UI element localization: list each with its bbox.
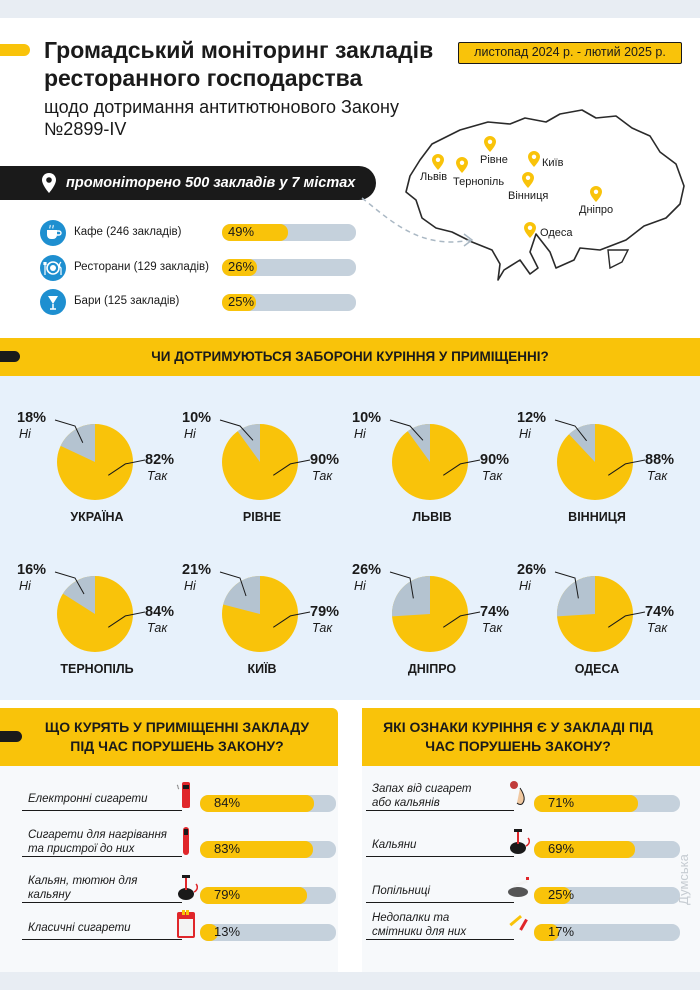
- item-underline: [22, 810, 182, 811]
- pie-city-label: КИЇВ: [247, 662, 277, 676]
- map-pin-icon: [590, 186, 602, 202]
- map-city-label: Львів: [420, 171, 448, 183]
- bar-track: [534, 795, 680, 812]
- map-city-label: Дніпро: [579, 204, 614, 216]
- map-pin-icon: [484, 136, 496, 152]
- pie-no-text: Ні: [184, 579, 196, 593]
- map-pin-icon: [528, 151, 540, 167]
- bar-track: [534, 887, 680, 904]
- pie-city-label: ВІННИЦЯ: [568, 510, 626, 524]
- cigarette-pack-icon: [174, 909, 198, 939]
- restaurant-plate-icon: [40, 255, 66, 281]
- pie-no-value: 16%: [17, 562, 47, 578]
- title-accent-mark: [0, 44, 30, 56]
- item-underline: [366, 939, 514, 940]
- category-bar: [222, 224, 356, 241]
- pie-yes-value: 82%: [145, 452, 175, 468]
- page-subtitle: щодо дотримання антитютюнового Закону №2899-IV: [44, 97, 399, 139]
- cigarette-butts-icon: [506, 909, 530, 939]
- top-strip: [0, 0, 700, 18]
- item-label-line2: та пристрої до них: [28, 843, 135, 855]
- pie-no-text: Ні: [519, 579, 531, 593]
- item-underline: [22, 902, 182, 903]
- pie-yes-text: Так: [647, 621, 668, 635]
- pie-yes-value: 88%: [645, 452, 675, 468]
- pie-yes-text: Так: [647, 469, 668, 483]
- bar-value: 84%: [214, 795, 241, 810]
- bar-value: 17%: [548, 924, 575, 939]
- pie-leader-yes: [273, 612, 310, 627]
- cocktail-glass-icon: [40, 289, 66, 315]
- pie-city-label: ЛЬВІВ: [412, 510, 452, 524]
- bar-track: [200, 887, 336, 904]
- category-bar-value: 26%: [228, 259, 255, 274]
- pie-leader-yes: [608, 612, 645, 627]
- pie-yes-text: Так: [482, 469, 503, 483]
- right-section-header: [362, 708, 700, 766]
- item-label: Електронні сигарети: [28, 793, 148, 805]
- bar-value: 71%: [548, 795, 575, 810]
- section-accent-mark: [0, 731, 22, 742]
- pie-yes-text: Так: [147, 469, 168, 483]
- pie-no-value: 12%: [517, 410, 547, 426]
- pie-leader-no: [55, 572, 84, 594]
- category-bar: [222, 294, 356, 311]
- pie-city-label: ДНІПРО: [407, 662, 457, 676]
- left-section-header: [0, 708, 338, 766]
- map-pin-icon: [456, 157, 468, 173]
- map-pin-icon: [524, 222, 536, 238]
- hookah-icon: [506, 826, 530, 856]
- pie-leader-no: [220, 420, 253, 440]
- ashtray-icon: [506, 872, 530, 902]
- pie-leader-yes: [273, 460, 310, 475]
- pie-yes-value: 79%: [310, 604, 340, 620]
- pie-no-text: Ні: [184, 427, 196, 441]
- pie-yes-text: Так: [312, 621, 333, 635]
- pie-city-label: ОДЕСА: [574, 662, 620, 676]
- category-bar-value: 25%: [228, 294, 255, 309]
- pie-yes-value: 74%: [480, 604, 510, 620]
- bar-track: [534, 924, 680, 941]
- bar-track: [200, 841, 336, 858]
- pie-no-value: 10%: [352, 410, 382, 426]
- watermark: Думська: [676, 854, 691, 905]
- pie-leader-no: [55, 420, 83, 443]
- pie-yes-text: Так: [147, 621, 168, 635]
- pie-leader-no: [555, 572, 578, 598]
- pie-no-text: Ні: [19, 579, 31, 593]
- hookah-icon: [174, 872, 198, 902]
- item-label: Кальяни: [372, 839, 417, 851]
- pie-leader-yes: [608, 460, 645, 475]
- nose-smell-icon: [506, 780, 530, 810]
- item-underline: [366, 902, 514, 903]
- pie-city-label: РІВНЕ: [242, 510, 282, 524]
- item-label-line2: смітники для них: [372, 926, 467, 938]
- pie-yes-text: Так: [482, 621, 503, 635]
- bar-value: 79%: [214, 887, 241, 902]
- pie-leader-yes: [108, 460, 145, 475]
- category-label: Ресторани (129 закладів): [74, 261, 209, 273]
- right-section-title: ЯКІ ОЗНАКИ КУРІННЯ Є У ЗАКЛАДІ ПІД ЧАС ПОРУШЕНЬ ЗАКОНУ?: [383, 719, 653, 754]
- pie-leader-no: [555, 420, 587, 441]
- item-underline: [366, 856, 514, 857]
- pie-yes-value: 90%: [480, 452, 510, 468]
- pie-leader-yes: [443, 460, 480, 475]
- bar-value: 25%: [548, 887, 575, 902]
- page-title: Громадський моніторинг закладів ресторанного господарства: [44, 37, 434, 91]
- pie-no-text: Ні: [354, 579, 366, 593]
- item-underline: [366, 810, 514, 811]
- pie-yes-text: Так: [312, 469, 333, 483]
- map-city-label: Київ: [542, 157, 564, 169]
- pie-no-text: Ні: [19, 427, 31, 441]
- pie-leader-yes: [443, 612, 480, 627]
- map-city-label: Вінниця: [508, 190, 549, 202]
- banner-text: промоніторено 500 закладів у 7 містах: [66, 175, 356, 191]
- pie-leader-yes: [108, 612, 145, 627]
- bottom-strip: [0, 972, 700, 990]
- pie-city-label: ТЕРНОПІЛЬ: [60, 662, 134, 676]
- pie-no-value: 18%: [17, 410, 47, 426]
- bar-value: 83%: [214, 841, 241, 856]
- map-city-label: Тернопіль: [453, 176, 505, 188]
- section-title: ЧИ ДОТРИМУЮТЬСЯ ЗАБОРОНИ КУРІННЯ У ПРИМІЩЕННІ?: [151, 349, 549, 364]
- item-underline: [22, 856, 182, 857]
- bar-track: [534, 841, 680, 858]
- pie-no-text: Ні: [519, 427, 531, 441]
- item-label: Класичні сигарети: [28, 922, 131, 934]
- pie-city-label: УКРАЇНА: [70, 510, 124, 524]
- bar-track: [200, 795, 336, 812]
- pie-no-value: 26%: [517, 562, 547, 578]
- pie-leader-no: [390, 572, 413, 598]
- category-bar-value: 49%: [228, 224, 255, 239]
- bar-track: [200, 924, 336, 941]
- category-bar: [222, 259, 356, 276]
- pie-leader-no: [220, 572, 246, 596]
- item-underline: [22, 939, 182, 940]
- item-label: Недопалки та: [372, 912, 450, 924]
- pie-no-value: 10%: [182, 410, 212, 426]
- pie-no-value: 26%: [352, 562, 382, 578]
- map-city-label: Рівне: [480, 154, 508, 166]
- item-label: Сигарети для нагрівання: [28, 829, 167, 841]
- item-label-line2: кальяну: [28, 889, 71, 901]
- left-section-title: ЩО КУРЯТЬ У ПРИМІЩЕННІ ЗАКЛАДУ ПІД ЧАС ПОРУШЕНЬ ЗАКОНУ?: [44, 719, 310, 754]
- item-label: Запах від сигарет: [372, 783, 472, 795]
- item-label: Попільниці: [372, 885, 430, 897]
- map-city-label: Одеса: [540, 227, 573, 239]
- heated-tobacco-icon: [174, 826, 198, 856]
- map-pin-icon: [432, 154, 444, 170]
- period-badge: листопад 2024 р. - лютий 2025 р.: [458, 42, 682, 64]
- category-label: Кафе (246 закладів): [74, 226, 182, 238]
- monitoring-banner: [0, 166, 376, 200]
- item-label: Кальян, тютюн для: [28, 875, 138, 887]
- section-header: [0, 338, 700, 376]
- coffee-cup-icon: [40, 220, 66, 246]
- section-accent-mark: [0, 351, 20, 362]
- e-cigarette-icon: [174, 780, 198, 810]
- bar-value: 13%: [214, 924, 241, 939]
- map-pin-icon: [522, 172, 534, 188]
- location-pin-icon: [42, 173, 56, 193]
- category-label: Бари (125 закладів): [74, 295, 180, 307]
- pie-yes-value: 84%: [145, 604, 175, 620]
- pie-no-text: Ні: [354, 427, 366, 441]
- pie-yes-value: 74%: [645, 604, 675, 620]
- pie-no-value: 21%: [182, 562, 212, 578]
- pie-leader-no: [390, 420, 423, 440]
- item-label-line2: або кальянів: [372, 797, 440, 809]
- bar-value: 69%: [548, 841, 575, 856]
- pie-yes-value: 90%: [310, 452, 340, 468]
